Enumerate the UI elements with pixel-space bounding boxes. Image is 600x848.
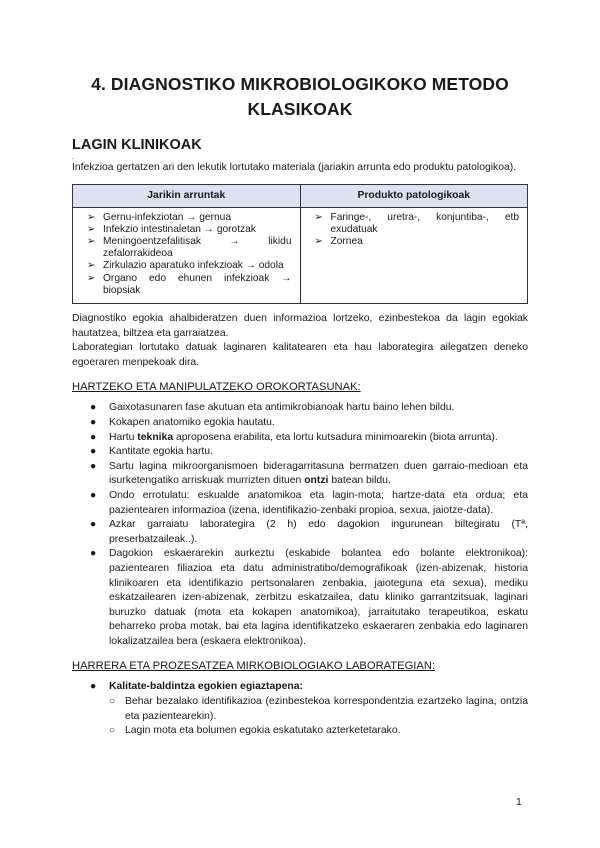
sub-list-item: ○ Lagin mota eta bolumen egokia eskatutako azterketetarako. [109,724,528,739]
circle-bullet-icon: ○ [109,725,116,737]
list-item: ➢ Zirkulazio aparatuko infekzioak → odola [87,260,284,272]
list-item: ➢ Gernu-infekziotan → gernua [87,211,231,223]
bullet-icon: ● [90,548,97,560]
list-item: ➢ Faringe-, uretra-, konjuntiba-, etb exudatuak [314,211,519,235]
list-item: ● Gaixotasunaren fase akutuan eta antimikrobianoak hartu baino lehen bildu. [72,401,528,416]
arrow-bullet-icon: ➢ [87,211,96,223]
section-heading-harrera: HARRERA ETA PROZESATZEA MIRKOBIOLOGIAKO LABORATEGIAN: [72,660,436,673]
arrow-bullet-icon: ➢ [314,211,324,223]
table-cell-produkto [300,207,528,303]
bullet-icon: ● [90,446,97,458]
circle-bullet-icon: ○ [109,696,116,708]
bullet-icon: ● [90,489,97,501]
list-item: ● Ondo errotulatu: eskualde anatomikoa eta lagin-mota; hartze-data eta ordua; eta pazientearen informazioa (izena, identifikazio-zenbaki propioa, sexua, jaiotze-data). [90,489,528,516]
list-item: ● Dagokion eskaerarekin aurkeztu (eskabide bolantea edo bolante elektronikoa): pazientearen filiazioa eta datu administratibo/demografikoak (izen-abizenak, historia klinikoaren eta identifikazio pertsonalaren zenbakia, jaioteguna eta sexua), mediku eskatzailearen izen-abizenak, zerbitzu eskatzailea, datu kliniko garrantzitsuak, laginari buruzko datuak (mota eta kokapen anatomikoa), jarraitutako terapeutikoa, eskatu beharreko proba motak, bai eta lagina identifikatzeko eskaeraren zenbakia edo laginaren lokalizatzailea bera (eskaera elektronikoa). [90,548,528,647]
table-header-jarikin: Jarikin arruntak [73,184,301,207]
page-title: 4. DIAGNOSTIKO MIKROBIOLOGIKOKO METODO KLASIKOAK [91,74,509,119]
bold-label: Kalitate-baldintza egokien egiaztapena: [109,681,303,693]
list-item: ● Hartu teknika aproposena erabilita, eta lortu kutsadura minimoarekin (biota arrunta). [72,431,528,446]
arrow-bullet-icon: ➢ [87,260,96,272]
table-cell-jarikin [73,207,301,303]
bold-term: ontzi [304,475,329,487]
bullet-icon: ● [90,460,97,472]
sample-types-table [72,184,528,304]
bullet-icon: ● [90,416,97,428]
bullet-icon: ● [90,431,97,443]
section-heading-hartzeko: HARTZEKO ETA MANIPULATZEKO OROKORTASUNAK: [72,381,361,394]
sub-list-item: ○ Behar bezalako identifikazioa (ezinbestekoa korrespondentzia ezartzeko lagina, ontzia eta pazientearekin). [109,696,528,722]
list-item: ➢ Zornea [314,236,363,247]
list-item: ● Kokapen anatomiko egokia hautatu. [72,416,528,431]
bold-term: teknika [137,431,174,443]
list-item: ● Kantitate egokia hartu. [72,445,528,460]
list-item: ➢ Organo edo ehunen infekzioak → biopsiak [87,272,292,296]
hartzeko-list [72,401,528,649]
list-item: ● Azkar garraiatu laborategira (2 h) edo dagokion ingurunean biltegiratu (Tª, preserbatzaileak..). [90,519,528,545]
list-item: ➢ Meningoentzefalitisak → likidu zefalorrakideoa [87,236,292,260]
arrow-bullet-icon: ➢ [87,236,96,247]
document-page [72,0,528,739]
bullet-icon: ● [90,519,97,531]
intro-paragraph: Infekzioa gertatzen ari den lekutik lortutako materiala (jariakin arrunta edo produktu patologikoa). [72,162,517,173]
list-item: ● Sartu lagina mikroorganismoen bideragarritasuna bermatzen duen garraio-medioan eta isurketengatiko arriskuak murrizten dituen ontzi batean bildu. [90,460,528,487]
paragraph-laborategian: Laborategian lortutako datuak laginaren kalitatearen eta hau laborategira ailegatzen deneko egoeraren menpekoak dira. [72,342,528,368]
arrow-bullet-icon: ➢ [87,272,96,284]
harrera-list [72,680,528,738]
page-number: 1 [516,797,522,808]
list-item: ➢ Infekzio intestinaletan → gorotzak [87,223,256,235]
section-heading-lagin-klinikoak: LAGIN KLINIKOAK [72,137,202,153]
list-item [72,680,528,738]
paragraph-diagnostiko: Diagnostiko egokia ahalbideratzen duen informazioa lortzeko, ezinbestekoa da lagin egokiak hautatzea, biltzea eta garraiatzea. [72,313,528,339]
arrow-bullet-icon: ➢ [314,236,324,247]
bullet-icon: ● [90,681,97,693]
sub-list [109,695,528,739]
arrow-bullet-icon: ➢ [87,223,96,235]
stray-marker: . [72,155,74,161]
bullet-icon: ● [90,402,97,414]
table-header-produkto: Produkto patologikoak [300,184,528,207]
